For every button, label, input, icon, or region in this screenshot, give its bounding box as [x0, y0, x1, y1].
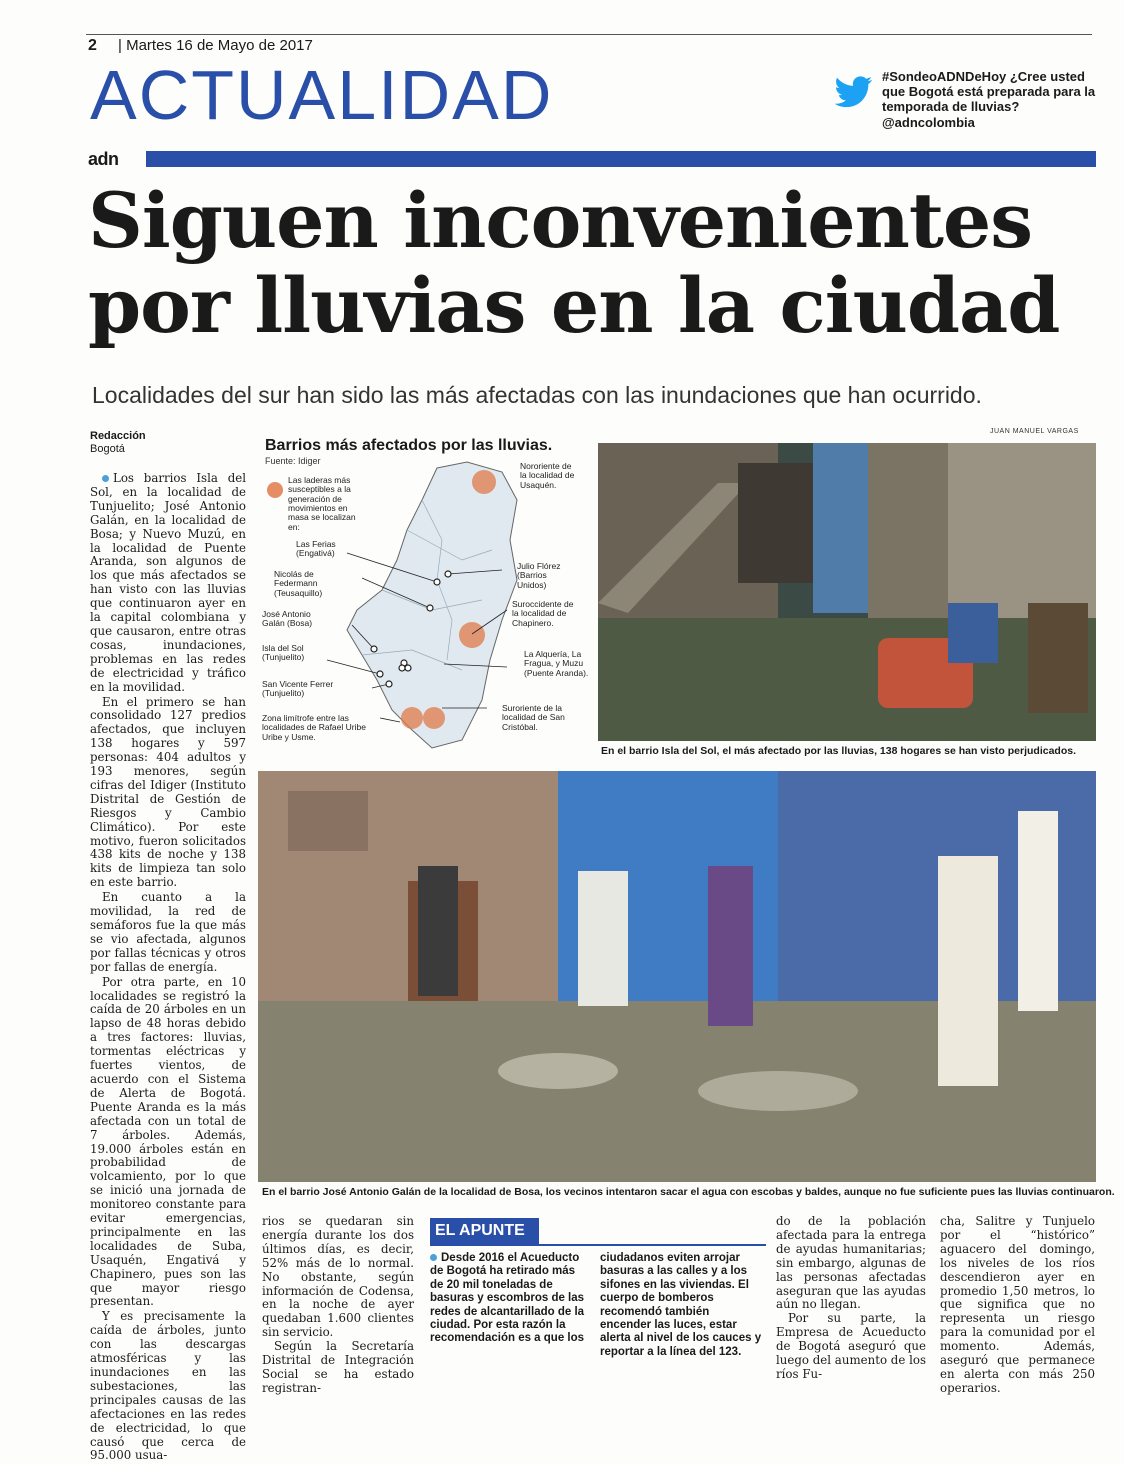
- author: Redacción: [90, 430, 146, 442]
- apunte-title: EL APUNTE: [430, 1218, 539, 1244]
- brand-bar: [146, 151, 1096, 167]
- map-infographic: [262, 460, 592, 755]
- headline: [88, 176, 1098, 351]
- paragraph: Por otra parte, en 10 localidades se registró la caída de 20 árboles en un lapso de 48 horas debido a tres factores: lluvias, tormentas eléctricas y fuertes vientos, de acuerdo con el Sistema de Alerta de Bogotá. Puente Aranda es la más afectada con un total de 7 árboles. Además, 19.000 árboles están en probabilidad de volcamiento, por lo que se inició una jornada de monitoreo constante para evitar emergencias, principalmente en las localidades de Suba, Usaquén, Engativá y Chapinero, pues son las que mayor riesgo presentan.: [90, 974, 246, 1309]
- photo-caption: En el barrio Isla del Sol, el más afectado por las lluvias, 138 hogares se han visto perjudicados.: [601, 745, 1077, 757]
- apunte-text-1: [430, 1252, 590, 1346]
- map-marker-icon: [399, 665, 405, 671]
- hotspot-marker: [472, 470, 496, 494]
- map-label: Nicolás de Federmann (Teusaquillo): [274, 569, 323, 598]
- tweet-line: que Bogotá está preparada para la: [882, 84, 1096, 100]
- map-marker-icon: [371, 646, 377, 652]
- headline-line: por lluvias en la ciudad: [88, 261, 1060, 351]
- tweet-line: temporada de lluvias?: [882, 99, 1020, 115]
- twitter-bird-icon: [834, 75, 874, 111]
- map-label: La Alquería, La Fragua, y Muzu (Puente Aranda).: [524, 649, 589, 678]
- tweet-poll: [882, 69, 1102, 130]
- tweet-line: #SondeoADNDeHoy ¿Cree usted: [882, 69, 1085, 84]
- map-label: José Antonio Galán (Bosa): [262, 609, 313, 629]
- flooded-room-image: [598, 443, 1096, 741]
- paragraph: Por su parte, la Empresa de Acueducto de Bogotá aseguró que luego del aumento de los ríos Fu-: [776, 1311, 927, 1381]
- map-source: Fuente: Idiger: [265, 456, 321, 466]
- street-flood-image: [258, 771, 1096, 1182]
- map-marker-icon: [434, 579, 440, 585]
- map-label: Julio Flórez (Barrios Unidos): [517, 561, 561, 590]
- issue-date: | Martes 16 de Mayo de 2017: [118, 37, 313, 54]
- map-label: Suroriente de la localidad de San Cristóbal.: [502, 703, 565, 732]
- map-marker-icon: [445, 571, 451, 577]
- article-column-5: [940, 1215, 1095, 1396]
- tweet-handle: @adncolombia: [882, 114, 975, 130]
- bullet-dot-icon: [102, 475, 109, 482]
- paragraph: Según la Secretaría Distrital de Integración Social se ha estado registran-: [262, 1339, 414, 1395]
- paragraph: Y es precisamente la caída de árboles, junto con las descargas atmosféricas y las inundaciones en las subestaciones, las principales causas de las afectaciones en las redes de electricidad, lo que causó que cerca de 95.000 usua-: [90, 1309, 246, 1463]
- map-title: Barrios más afectados por las lluvias.: [265, 437, 553, 454]
- map-label: Isla del Sol (Tunjuelito): [262, 643, 305, 663]
- hotspot-marker: [459, 622, 485, 648]
- apunte-text-2: ciudadanos eviten arrojar basuras a las calles y a los sifones en las viviendas. El cuerpo de bomberos recomendó también encender las luces, estar alerta al nivel de los cauces y reportar a la línea del 123.: [600, 1252, 762, 1358]
- apunte-rule: [430, 1244, 766, 1246]
- map-label: Suroccidente de la localidad de Chapinero.: [512, 599, 574, 628]
- page-number: 2: [88, 37, 97, 54]
- article-column-4: [776, 1215, 926, 1382]
- map-marker-icon: [386, 681, 392, 687]
- paragraph: do de la población afectada para la entrega de ayudas humanitarias; sin embargo, algunas de las personas afectadas aseguran que las ayudas aún no llegan.: [776, 1214, 926, 1312]
- legend-hotspot-icon: [267, 482, 283, 498]
- map-marker-icon: [377, 671, 383, 677]
- bullet-dot-icon: [430, 1254, 437, 1261]
- article-column-2: [262, 1215, 414, 1396]
- brand-logo: adn: [88, 149, 119, 169]
- headline-line: Siguen inconvenientes: [88, 176, 1033, 265]
- apunte-text: Desde 2016 el Acueducto de Bogotá ha retirado más de 20 mil toneladas de basuras y escombros de las redes de alcantarillado de la ciudad. Por esta razón la recomendación es a que los: [430, 1252, 585, 1345]
- photo-flooded-house: [598, 443, 1096, 741]
- section-title: ACTUALIDAD: [90, 56, 554, 134]
- paragraph: cha, Salitre y Tunjuelo por el “histórico” aguacero del domingo, los niveles de los ríos descendieron ayer en promedio 1,50 metros, lo que significa que no representa un riesgo para la comunidad por el momento. Además, aseguró que permanece en alerta con más 250 operarios.: [940, 1214, 1095, 1395]
- map-label: Zona limítrofe entre las localidades de Rafael Uribe Uribe y Usme.: [262, 713, 366, 742]
- top-rule: [86, 34, 1092, 35]
- photo-caption: En el barrio José Antonio Galán de la localidad de Bosa, los vecinos intentaron sacar el agua con escobas y baldes, aunque no fue suficiente pues las lluvias continuaron.: [262, 1186, 1115, 1198]
- map-label: Nororiente de la localidad de Usaquén.: [520, 461, 575, 490]
- map-label: Las Ferias (Engativá): [296, 539, 336, 559]
- paragraph: En el primero se han consolidado 127 predios afectados, que incluyen 138 hogares y 597 personas: 404 adultos y 193 menores, según cifras del Idiger (Instituto Distrital de Gestión de Riesgos y Cambio Climático). Por este motivo, fueron solicitados 438 kits de noche y 138 kits de limpieza tan solo en este barrio.: [90, 694, 246, 890]
- map-marker-icon: [405, 665, 411, 671]
- photo-street-flood: [258, 771, 1096, 1182]
- article-column-1: [90, 472, 246, 1464]
- photo-credit: JUAN MANUEL VARGAS: [990, 428, 1079, 435]
- paragraph-text: Los barrios Isla del Sol, en la localidad de Tunjuelito; José Antonio Galán, en la localidad de Bosa; y Nuevo Muzú, en la localidad de Puente Aranda, son algunos de los que más afectados se han visto con las lluvias que continuaron ayer en la capital colombiana y que causaron, entre otras cosas, inundaciones, problemas en las redes de electricidad y tráfico en la movilidad.: [90, 471, 246, 694]
- map-legend: Las laderas más susceptibles a la generación de movimientos en masa se localizan en:: [288, 475, 356, 532]
- subheadline: Localidades del sur han sido las más afectadas con las inundaciones que han ocurrido.: [92, 382, 982, 408]
- paragraph: [90, 472, 246, 695]
- hotspot-marker: [423, 707, 445, 729]
- map-marker-icon: [427, 605, 433, 611]
- paragraph: En cuanto a la movilidad, la red de semáforos fue la que más se vio afectada, algunos por fallas técnicas y otros por fallas de energía.: [90, 890, 246, 974]
- hotspot-marker: [401, 707, 423, 729]
- byline: [90, 430, 146, 456]
- issue-date-text: Martes 16 de Mayo de 2017: [126, 37, 313, 54]
- paragraph: rios se quedaran sin energía durante los dos últimos días, es decir, 52% más de lo normal. No obstante, según información de Codensa, en la noche de ayer quedaban 1.600 clientes sin servicio.: [262, 1214, 414, 1340]
- map-label: San Vicente Ferrer (Tunjuelito): [262, 679, 334, 699]
- location: Bogotá: [90, 443, 125, 456]
